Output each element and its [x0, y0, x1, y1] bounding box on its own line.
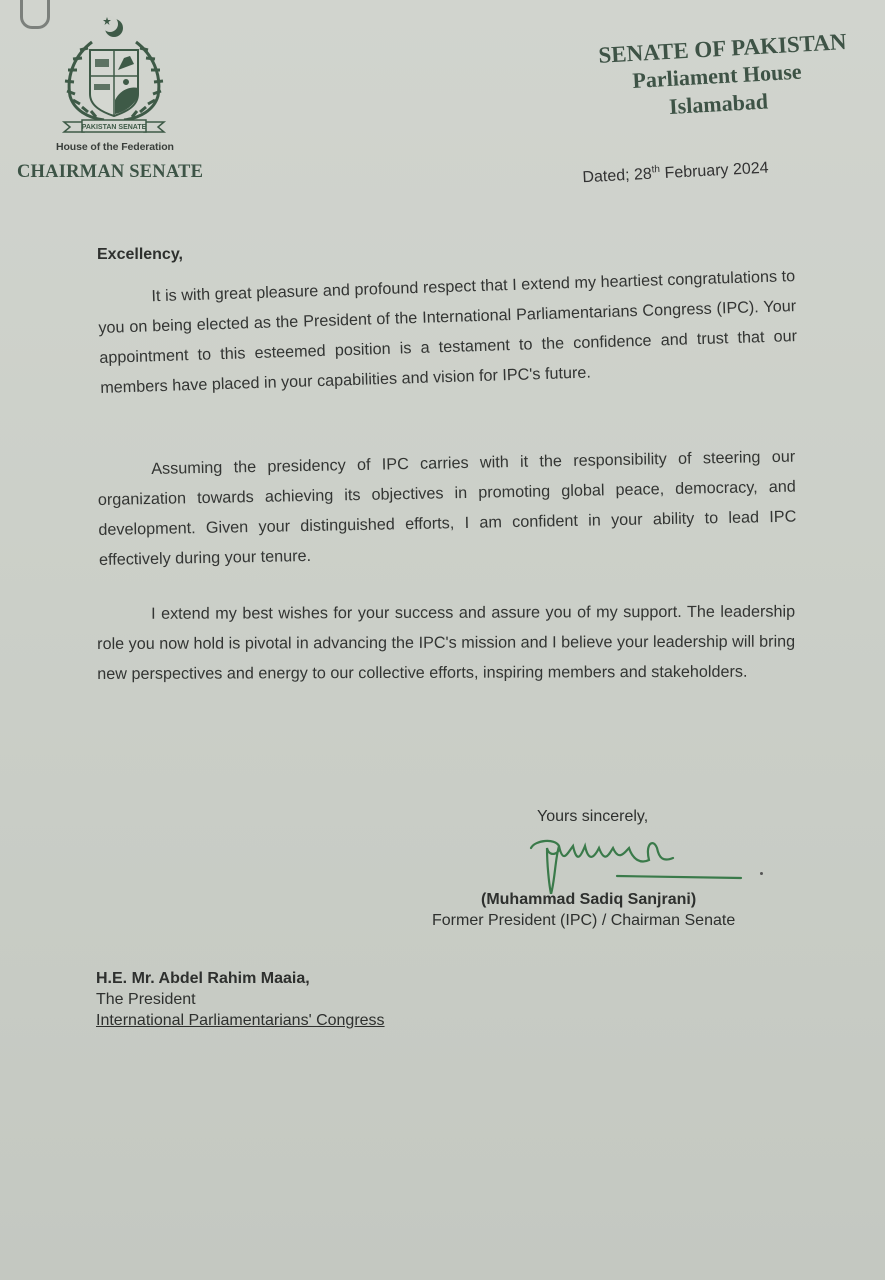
institution-name: SENATE OF PAKISTAN	[597, 29, 848, 68]
date-rest: February 2024	[659, 159, 769, 183]
body-paragraph-1	[97, 261, 798, 403]
handwritten-signature	[525, 834, 765, 894]
ink-dot	[760, 872, 763, 875]
paper-clip-icon	[20, 0, 50, 29]
senate-emblem-icon	[58, 14, 170, 136]
building-name: Parliament House	[631, 58, 803, 93]
paragraph-text: I extend my best wishes for your success and assure you of my support. The leadership role you now hold is pivotal in advancing the IPC's mission and I believe your leadership will bring new perspectives and energy to our collective efforts, inspiring members and stakeholders.	[97, 602, 796, 683]
recipient-block	[96, 968, 385, 1031]
signer-title: Former President (IPC) / Chairman Senate	[432, 912, 736, 929]
paragraph-text: Assuming the presidency of IPC carries with it the responsibility of steering our organization towards achieving its objectives in promoting global peace, democracy, and development. Given your distinguished efforts, I am confident in your ability to lead IPC effectively during your tenure.	[97, 447, 797, 569]
letter-date	[582, 158, 769, 187]
body-paragraph-3	[97, 597, 795, 689]
date-prefix: Dated; 28	[582, 165, 653, 187]
letterhead-address	[560, 28, 874, 126]
body-paragraph-2	[97, 442, 797, 575]
office-title: CHAIRMAN SENATE	[17, 162, 204, 182]
city-name: Islamabad	[668, 88, 769, 119]
closing-line: Yours sincerely,	[537, 808, 649, 825]
emblem-ribbon-text: PAKISTAN SENATE	[81, 124, 147, 131]
recipient-organization: International Parliamentarians' Congress	[96, 1012, 385, 1029]
recipient-title: The President	[96, 991, 196, 1008]
recipient-name: H.E. Mr. Abdel Rahim Maaia,	[96, 970, 310, 987]
signer-name: (Muhammad Sadiq Sanjrani)	[481, 891, 697, 908]
house-of-federation: House of the Federation	[56, 141, 174, 153]
salutation: Excellency,	[97, 246, 183, 263]
date-ordinal: th	[651, 163, 661, 176]
paragraph-text: It is with great pleasure and profound respect that I extend my heartiest congratulations to you on being elected as the President of the International Parliamentarians Congress (IPC). Your appointment to this esteemed position is a testament to the confidence and trust that our members have placed in your capabilities and vision for IPC's future.	[98, 267, 798, 397]
